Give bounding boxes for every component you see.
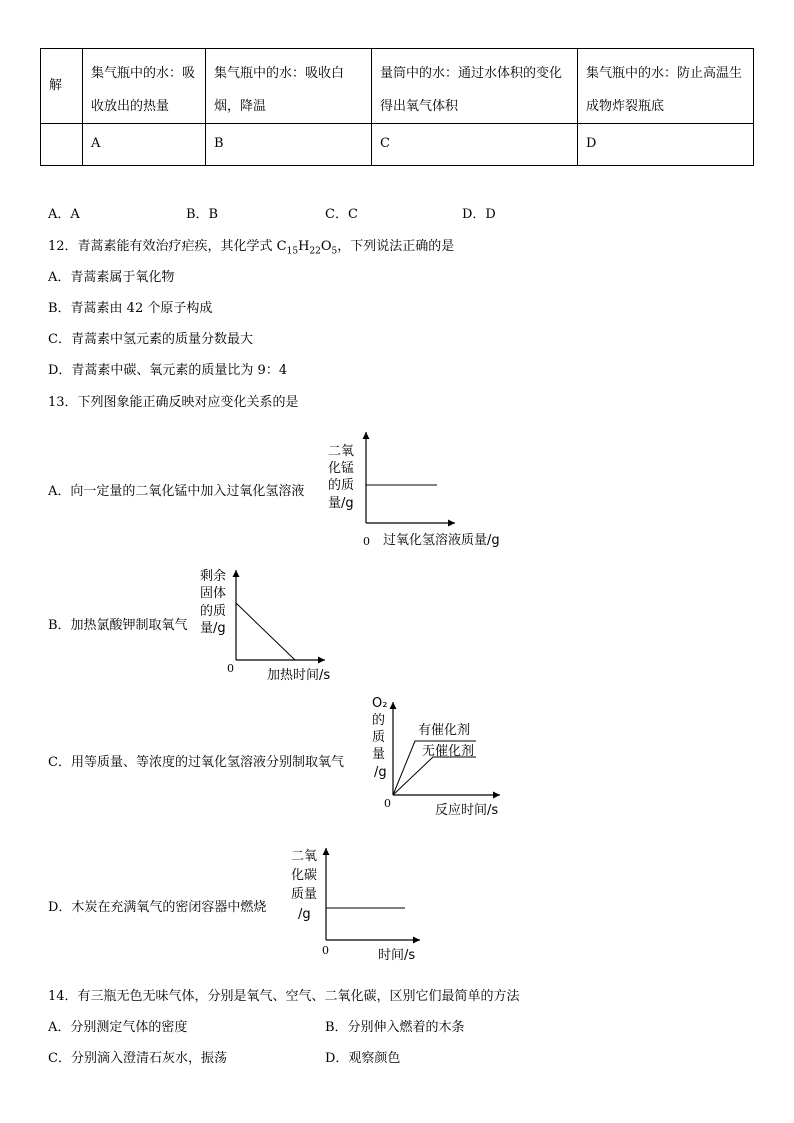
graph-d (285, 840, 435, 970)
graph-a (320, 425, 520, 550)
x-axis-label: 加热时间/s (267, 668, 331, 683)
q11-option-c: C．C (325, 207, 358, 222)
q13-option-b-text: B．加热氯酸钾制取氧气 (48, 618, 188, 633)
x-axis-label: 时间/s (378, 948, 416, 963)
y-label-line: 量/g (328, 496, 354, 511)
y-label-line: 质量 (291, 887, 318, 902)
q11-option-b: B．B (186, 207, 219, 222)
y-label-line: 质 (372, 730, 386, 745)
y-label-line: 的质 (328, 478, 355, 493)
comparison-table (40, 48, 754, 166)
table-cell: 集气瓶中的水：吸收白烟，降温 (206, 49, 372, 124)
graph-b (195, 560, 355, 685)
q12-option-d: D．青蒿素中碳、氧元素的质量比为 9：4 (48, 363, 288, 378)
y-label-line: /g (374, 765, 387, 780)
q12-option-a: A．青蒿素属于氧化物 (48, 270, 175, 285)
q13-option-a-text: A．向一定量的二氧化锰中加入过氧化氢溶液 (48, 484, 305, 499)
table-cell: D (578, 124, 754, 166)
curve-label-catalyst: 有催化剂 (418, 723, 471, 738)
q14-option-c: C．分别滴入澄清石灰水，振荡 (48, 1051, 227, 1066)
curve-label-no-catalyst: 无催化剂 (422, 744, 475, 759)
q14-option-d: D．观察颜色 (325, 1051, 401, 1066)
y-label-line: O₂ (372, 696, 388, 711)
table-cell: 集气瓶中的水：防止高温生成物炸裂瓶底 (578, 49, 754, 124)
data-line (236, 603, 295, 660)
y-label-line: 的 (372, 713, 386, 728)
table-cell (41, 124, 83, 166)
q14-stem: 14．有三瓶无色无味气体，分别是氧气、空气、二氧化碳，区别它们最简单的方法 (48, 989, 520, 1004)
q13-option-c-text: C．用等质量、等浓度的过氧化氢溶液分别制取氧气 (48, 755, 344, 770)
table-cell: A (83, 124, 206, 166)
q13-stem: 13．下列图象能正确反映对应变化关系的是 (48, 395, 299, 410)
y-label-line: 化碳 (291, 868, 318, 883)
q11-option-a: A．A (48, 207, 80, 222)
origin-label: 0 (322, 944, 329, 957)
origin-label: 0 (384, 797, 391, 810)
q12-stem: 12．青蒿素能有效治疗疟疾，其化学式 $C_{15}H_{22}O_5$，下列说法正确的是 (48, 239, 455, 257)
y-label-line: 固体 (200, 586, 227, 601)
table-cell: B (206, 124, 372, 166)
graph-c (365, 690, 525, 820)
q12-option-b: B．青蒿素由 42 个原子构成 (48, 301, 213, 316)
table-cell: C (372, 124, 578, 166)
y-label-line: /g (298, 907, 311, 922)
q14-option-b: B．分别伸入燃着的木条 (325, 1020, 465, 1035)
q11-option-d: D．D (462, 207, 496, 222)
y-label-line: 二氧 (291, 849, 318, 864)
y-label-line: 的质 (200, 604, 227, 619)
curve-without-catalyst (393, 757, 476, 795)
origin-label: 0 (363, 535, 370, 548)
table-cell: 量筒中的水：通过水体积的变化得出氧气体积 (372, 49, 578, 124)
table-cell: 解 (41, 49, 83, 124)
x-axis-label: 反应时间/s (435, 803, 499, 818)
q14-option-a: A．分别测定气体的密度 (48, 1020, 188, 1035)
y-label-line: 化锰 (328, 461, 355, 476)
x-axis-label: 过氧化氢溶液质量/g (383, 533, 500, 548)
q12-option-c: C．青蒿素中氢元素的质量分数最大 (48, 332, 253, 347)
q13-option-d-text: D．木炭在充满氧气的密闭容器中燃烧 (48, 900, 267, 915)
y-label-line: 量 (372, 747, 386, 762)
y-label-line: 剩余 (200, 569, 227, 584)
y-label-line: 二氧 (328, 444, 355, 459)
y-label-line: 量/g (200, 621, 226, 636)
origin-label: 0 (227, 662, 234, 675)
table-cell: 集气瓶中的水：吸收放出的热量 (83, 49, 206, 124)
